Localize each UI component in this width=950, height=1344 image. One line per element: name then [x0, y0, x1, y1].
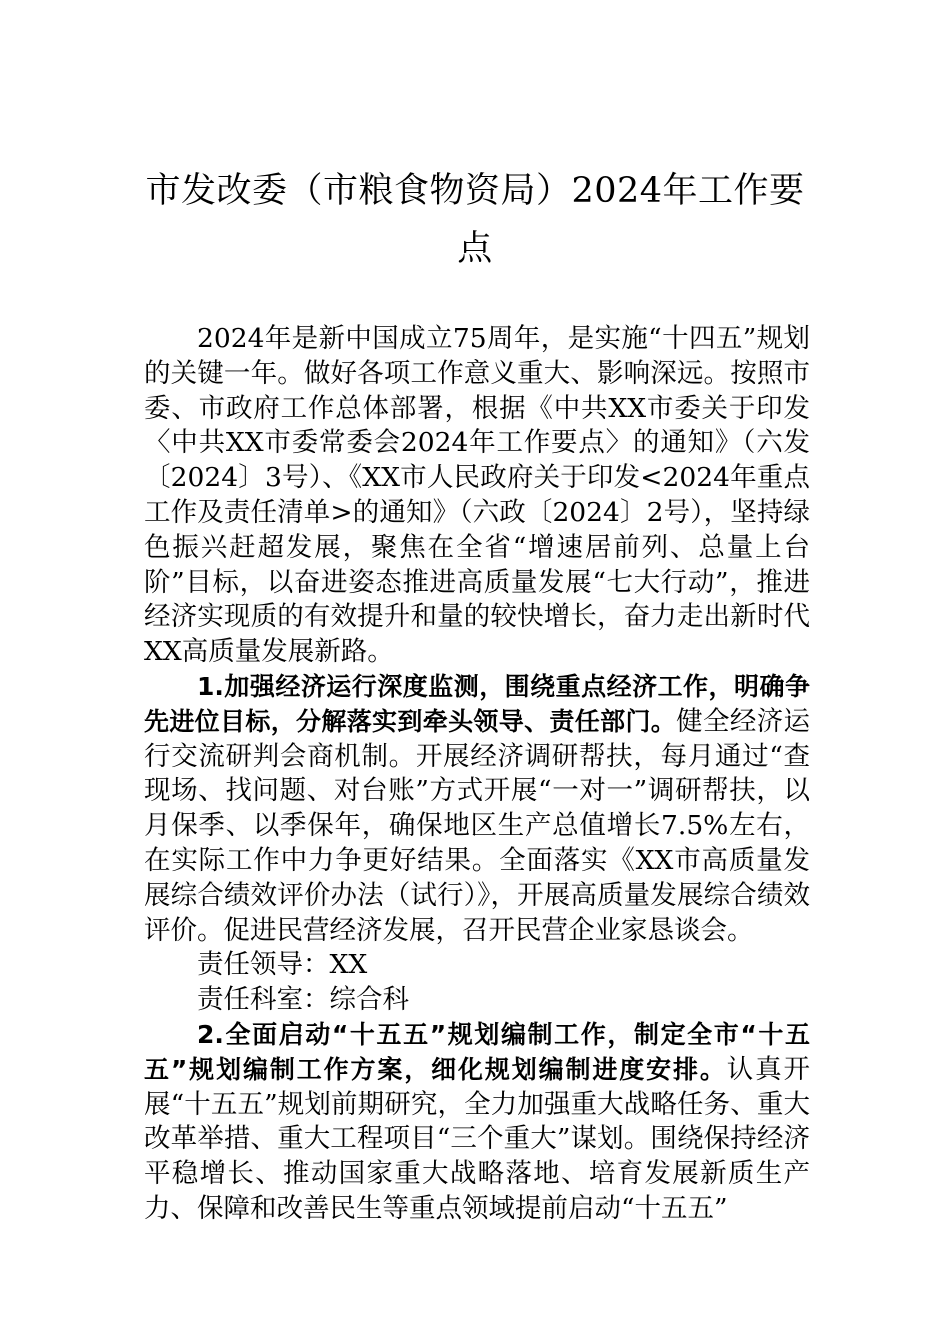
- document-title: [140, 162, 810, 278]
- item-1-office: 责任科室：综合科: [197, 984, 409, 1016]
- title-line-2: 点: [457, 229, 493, 269]
- item-1-leader: 责任领导：XX: [197, 949, 368, 981]
- title-line-1: 市发改委（市粮食物资局）2024年工作要: [145, 171, 805, 211]
- item-1-heading: 1.加强经济运行深度监测，围绕重点经济工作，明确争先进位目标，分解落实到牵头领导、责任部门。: [144, 671, 810, 736]
- document-body: [144, 322, 810, 1227]
- intro-paragraph: 2024年是新中国成立75周年，是实施“十四五”规划的关键一年。做好各项工作意义重大、影响深远。按照市委、市政府工作总体部署，根据《中共XX市委关于印发〈中共XX市委常委会2024年工作要点〉的通知》（六发〔2024〕3号）、《XX市人民政府关于印发<2024年重点工作及责任清单>的通知》（六政〔2024〕2号），坚持绿色振兴赶超发展，聚焦在全省“增速居前列、总量上台阶”目标，以奋进姿态推进高质量发展“七大行动”，推进经济实现质的有效提升和量的较快增长，奋力走出新时代XX高质量发展新路。: [144, 323, 810, 668]
- item-2-heading: 2.全面启动“十五五”规划编制工作，制定全市“十五五”规划编制工作方案，细化规划编制进度安排。: [144, 1019, 810, 1084]
- item-2-text: 认真开展“十五五”规划前期研究，全力加强重大战略任务、重大改革举措、重大工程项目“三个重大”谋划。围绕保持经济平稳增长、推动国家重大战略落地、培育发展新质生产力、保障和改善民生等重点领域提前启动“十五五”: [144, 1053, 811, 1224]
- item-2-paragraph: [144, 1018, 810, 1227]
- item-1-text: 健全经济运行交流研判会商机制。开展经济调研帮扶，每月通过“查现场、找问题、对台账”方式开展“一对一”调研帮扶，以月保季、以季保年，确保地区生产总值增长7.5%左右，在实际工作中力争更好结果。全面落实《XX市高质量发展综合绩效评价办法（试行）》，开展高质量发展综合绩效评价。促进民营经济发展，召开民营企业家恳谈会。: [144, 705, 810, 946]
- item-1-paragraph: [144, 670, 810, 948]
